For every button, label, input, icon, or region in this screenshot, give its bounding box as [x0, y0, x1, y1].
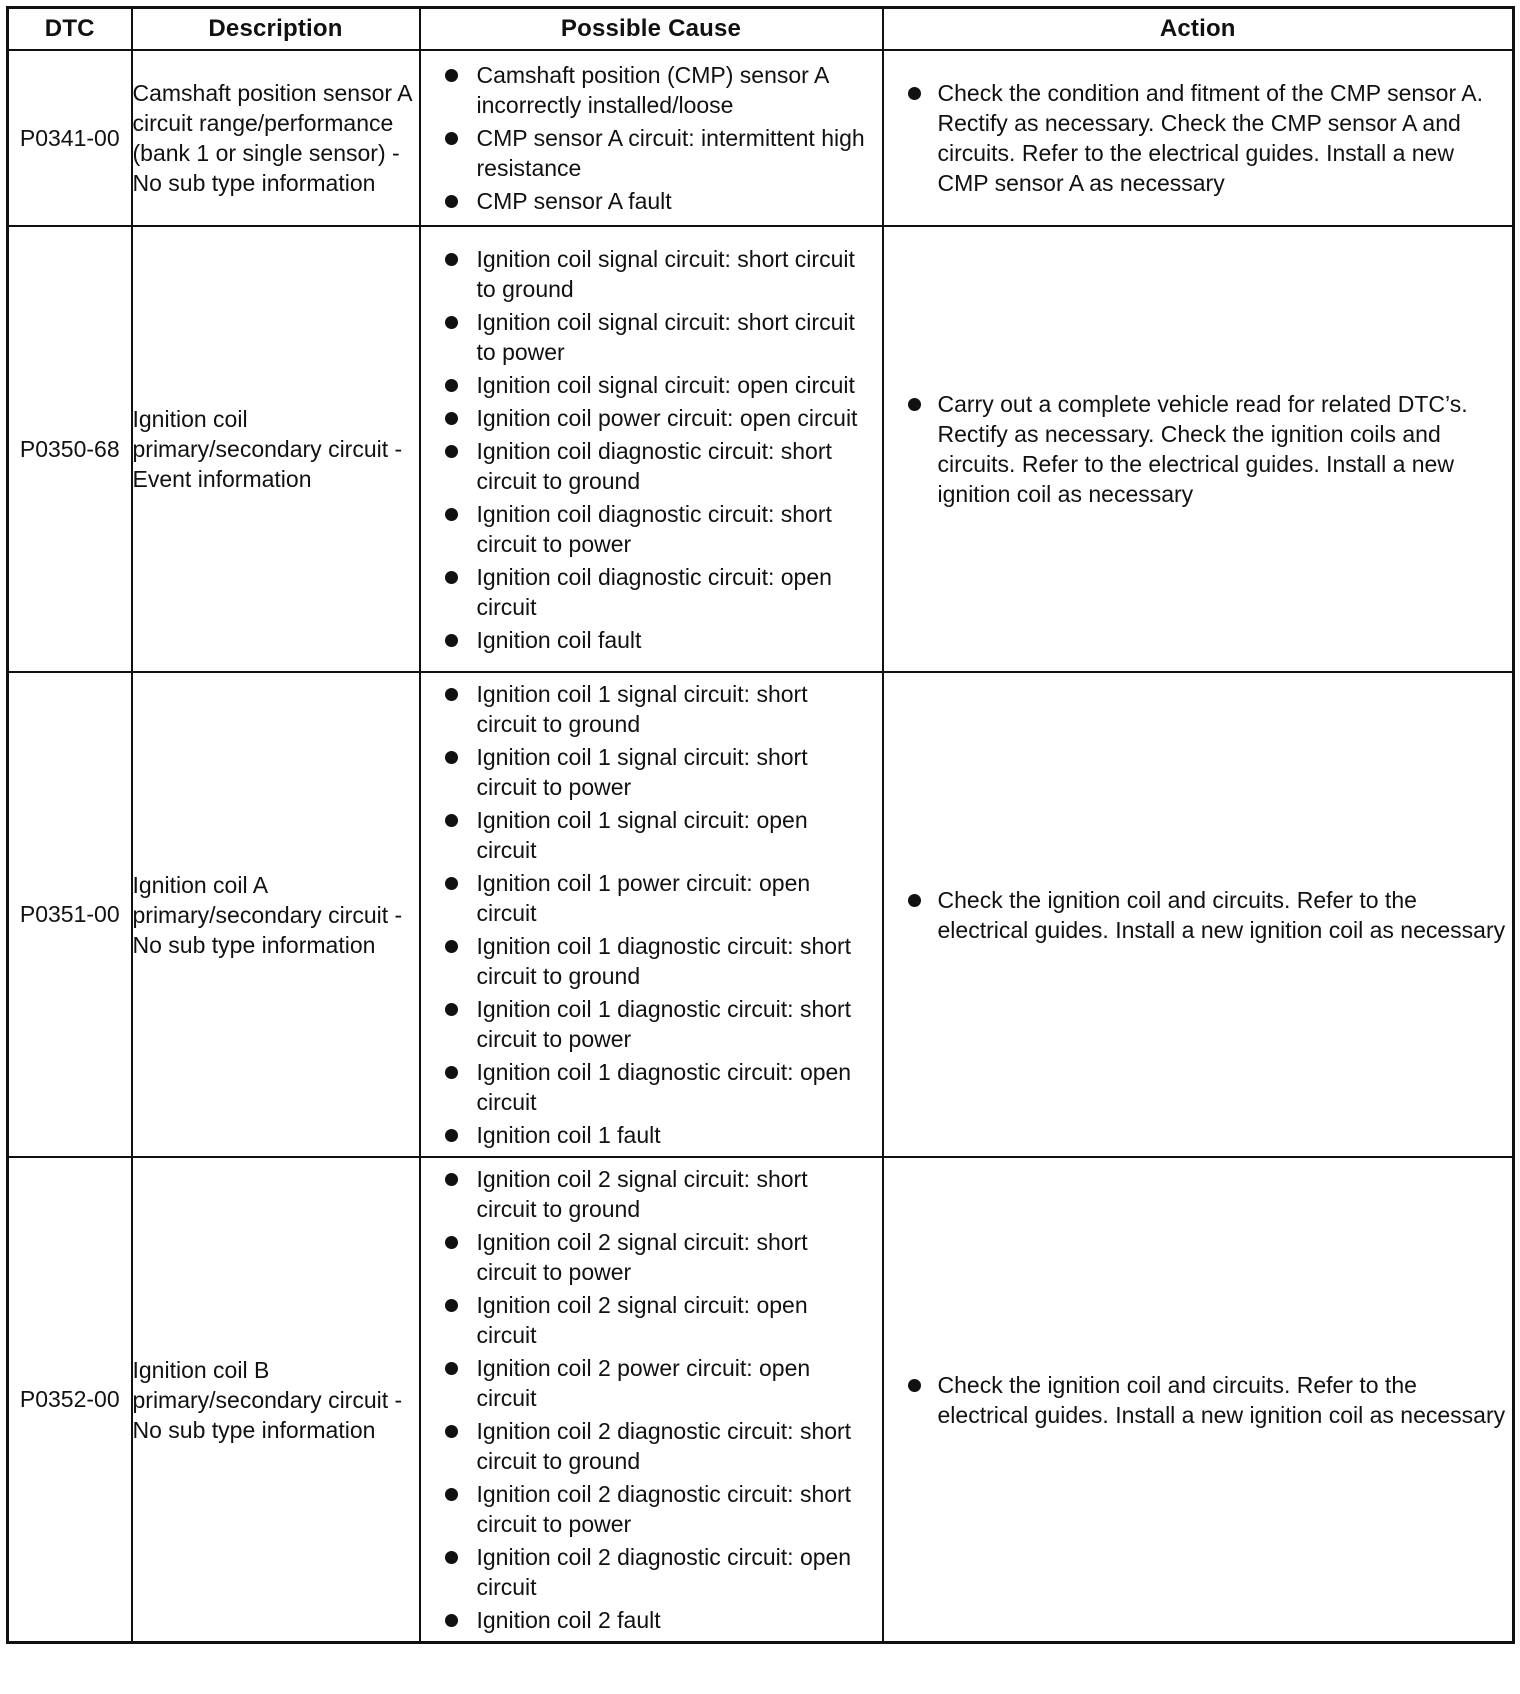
action-list [884, 72, 1513, 204]
bullet-icon [445, 571, 458, 584]
list-item [421, 1353, 872, 1413]
list-item [421, 1290, 872, 1350]
list-item [884, 1370, 1507, 1430]
action-cell [883, 226, 1514, 672]
possible-cause-text: Ignition coil 1 power circuit: open circuit [476, 870, 811, 926]
bullet-icon [445, 751, 458, 764]
possible-cause-text: Ignition coil 1 fault [476, 1122, 661, 1148]
bullet-icon [445, 1425, 458, 1438]
header-action: Action [883, 8, 1514, 51]
action-text: Check the ignition coil and circuits. Refer to the electrical guides. Install a new ignition coil as necessary [937, 1371, 1506, 1428]
dtc-description-cell [132, 1157, 420, 1643]
dtc-description-cell [132, 672, 420, 1157]
bullet-icon [445, 1551, 458, 1564]
list-item [884, 885, 1507, 945]
bullet-icon [445, 445, 458, 458]
possible-cause-text: CMP sensor A circuit: intermittent high resistance [476, 125, 865, 181]
list-item [884, 78, 1507, 198]
dtc-code: P0341-00 [8, 50, 132, 226]
list-item [421, 403, 872, 433]
list-item [884, 389, 1507, 509]
table-body [8, 50, 1514, 1643]
dtc-code: P0352-00 [8, 1157, 132, 1643]
possible-cause-text: Ignition coil signal circuit: open circuit [476, 371, 855, 398]
dtc-description-cell [132, 226, 420, 672]
possible-cause-list [421, 238, 882, 661]
action-text: Check the condition and fitment of the CMP sensor A. Rectify as necessary. Check the CMP sensor A and circuits. Refer to the electrical guides. Install a new CMP sensor A as necessary [937, 80, 1483, 196]
bullet-icon [445, 1066, 458, 1079]
list-item [421, 1542, 872, 1602]
header-row [8, 8, 1514, 51]
bullet-icon [445, 253, 458, 266]
list-item [421, 805, 872, 865]
action-text: Check the ignition coil and circuits. Refer to the electrical guides. Install a new ignition coil as necessary [937, 886, 1506, 943]
possible-cause-text: Camshaft position (CMP) sensor A incorrectly installed/loose [476, 62, 829, 118]
possible-cause-cell [420, 50, 883, 226]
bullet-icon [445, 412, 458, 425]
dtc-description: Ignition coil B primary/secondary circuit - No sub type information [132, 1356, 403, 1443]
possible-cause-text: CMP sensor A fault [476, 188, 672, 214]
bullet-icon [445, 1173, 458, 1186]
dtc-description: Camshaft position sensor A circuit range/performance (bank 1 or single sensor) - No sub type information [132, 80, 412, 196]
possible-cause-cell [420, 226, 883, 672]
list-item [421, 562, 872, 622]
possible-cause-text: Ignition coil signal circuit: short circuit to ground [476, 245, 855, 302]
list-item [421, 1416, 872, 1476]
possible-cause-list [421, 54, 882, 222]
bullet-icon [445, 508, 458, 521]
possible-cause-text: Ignition coil 1 signal circuit: short circuit to ground [476, 681, 808, 737]
bullet-icon [445, 1236, 458, 1249]
possible-cause-text: Ignition coil 2 signal circuit: short circuit to power [476, 1229, 808, 1285]
header-possible-cause: Possible Cause [420, 8, 883, 51]
bullet-icon [908, 398, 921, 411]
bullet-icon [445, 688, 458, 701]
possible-cause-text: Ignition coil 2 diagnostic circuit: open circuit [476, 1544, 852, 1600]
dtc-table-page [6, 6, 1512, 1644]
list-item [421, 60, 872, 120]
list-item [421, 1120, 872, 1150]
bullet-icon [445, 69, 458, 82]
action-text: Carry out a complete vehicle read for related DTC’s. Rectify as necessary. Check the ignition coils and circuits. Refer to the electrical guides. Install a new ignition coil as necessary [937, 391, 1468, 507]
dtc-description: Ignition coil A primary/secondary circuit - No sub type information [132, 871, 403, 958]
action-list [884, 383, 1513, 515]
list-item [421, 1164, 872, 1224]
list-item [421, 1057, 872, 1117]
dtc-description: Ignition coil primary/secondary circuit - Event information [132, 406, 403, 492]
bullet-icon [445, 877, 458, 890]
bullet-icon [908, 87, 921, 100]
list-item [421, 244, 872, 304]
possible-cause-text: Ignition coil diagnostic circuit: short circuit to power [476, 500, 832, 557]
list-item [421, 1479, 872, 1539]
possible-cause-text: Ignition coil 2 diagnostic circuit: short circuit to power [476, 1481, 852, 1537]
bullet-icon [445, 316, 458, 329]
possible-cause-text: Ignition coil 1 signal circuit: short circuit to power [476, 744, 808, 800]
possible-cause-text: Ignition coil diagnostic circuit: open circuit [476, 563, 832, 620]
possible-cause-text: Ignition coil 1 signal circuit: open circuit [476, 807, 808, 863]
dtc-code: P0351-00 [8, 672, 132, 1157]
list-item [421, 625, 872, 655]
list-item [421, 1227, 872, 1287]
list-item [421, 370, 872, 400]
dtc-description-cell [132, 50, 420, 226]
dtc-code: P0350-68 [8, 226, 132, 672]
possible-cause-text: Ignition coil signal circuit: short circuit to power [476, 308, 855, 365]
header-description: Description [132, 8, 420, 51]
bullet-icon [908, 1379, 921, 1392]
table-header [8, 8, 1514, 51]
bullet-icon [445, 1488, 458, 1501]
list-item [421, 994, 872, 1054]
list-item [421, 499, 872, 559]
table-row [8, 226, 1514, 672]
bullet-icon [445, 1003, 458, 1016]
table-row [8, 672, 1514, 1157]
action-list [884, 1364, 1513, 1436]
bullet-icon [908, 894, 921, 907]
possible-cause-text: Ignition coil 2 diagnostic circuit: short circuit to ground [476, 1418, 852, 1474]
possible-cause-list [421, 673, 882, 1156]
bullet-icon [445, 940, 458, 953]
action-cell [883, 50, 1514, 226]
list-item [421, 868, 872, 928]
table-row [8, 50, 1514, 226]
possible-cause-text: Ignition coil 1 diagnostic circuit: short circuit to power [476, 996, 852, 1052]
bullet-icon [445, 195, 458, 208]
action-cell [883, 1157, 1514, 1643]
dtc-table [6, 6, 1515, 1644]
possible-cause-text: Ignition coil power circuit: open circuit [476, 404, 858, 431]
possible-cause-text: Ignition coil fault [476, 626, 642, 653]
possible-cause-text: Ignition coil diagnostic circuit: short circuit to ground [476, 437, 832, 494]
bullet-icon [445, 132, 458, 145]
bullet-icon [445, 634, 458, 647]
bullet-icon [445, 814, 458, 827]
table-row [8, 1157, 1514, 1643]
bullet-icon [445, 1129, 458, 1142]
list-item [421, 679, 872, 739]
possible-cause-text: Ignition coil 1 diagnostic circuit: open circuit [476, 1059, 852, 1115]
header-dtc: DTC [8, 8, 132, 51]
possible-cause-cell [420, 672, 883, 1157]
possible-cause-list [421, 1158, 882, 1641]
list-item [421, 307, 872, 367]
list-item [421, 436, 872, 496]
list-item [421, 123, 872, 183]
bullet-icon [445, 1614, 458, 1627]
bullet-icon [445, 1299, 458, 1312]
action-list [884, 879, 1513, 951]
possible-cause-text: Ignition coil 1 diagnostic circuit: short circuit to ground [476, 933, 852, 989]
action-cell [883, 672, 1514, 1157]
bullet-icon [445, 379, 458, 392]
bullet-icon [445, 1362, 458, 1375]
possible-cause-text: Ignition coil 2 signal circuit: short circuit to ground [476, 1166, 808, 1222]
possible-cause-cell [420, 1157, 883, 1643]
possible-cause-text: Ignition coil 2 signal circuit: open circuit [476, 1292, 808, 1348]
list-item [421, 742, 872, 802]
list-item [421, 1605, 872, 1635]
list-item [421, 931, 872, 991]
possible-cause-text: Ignition coil 2 power circuit: open circuit [476, 1355, 811, 1411]
list-item [421, 186, 872, 216]
possible-cause-text: Ignition coil 2 fault [476, 1607, 661, 1633]
